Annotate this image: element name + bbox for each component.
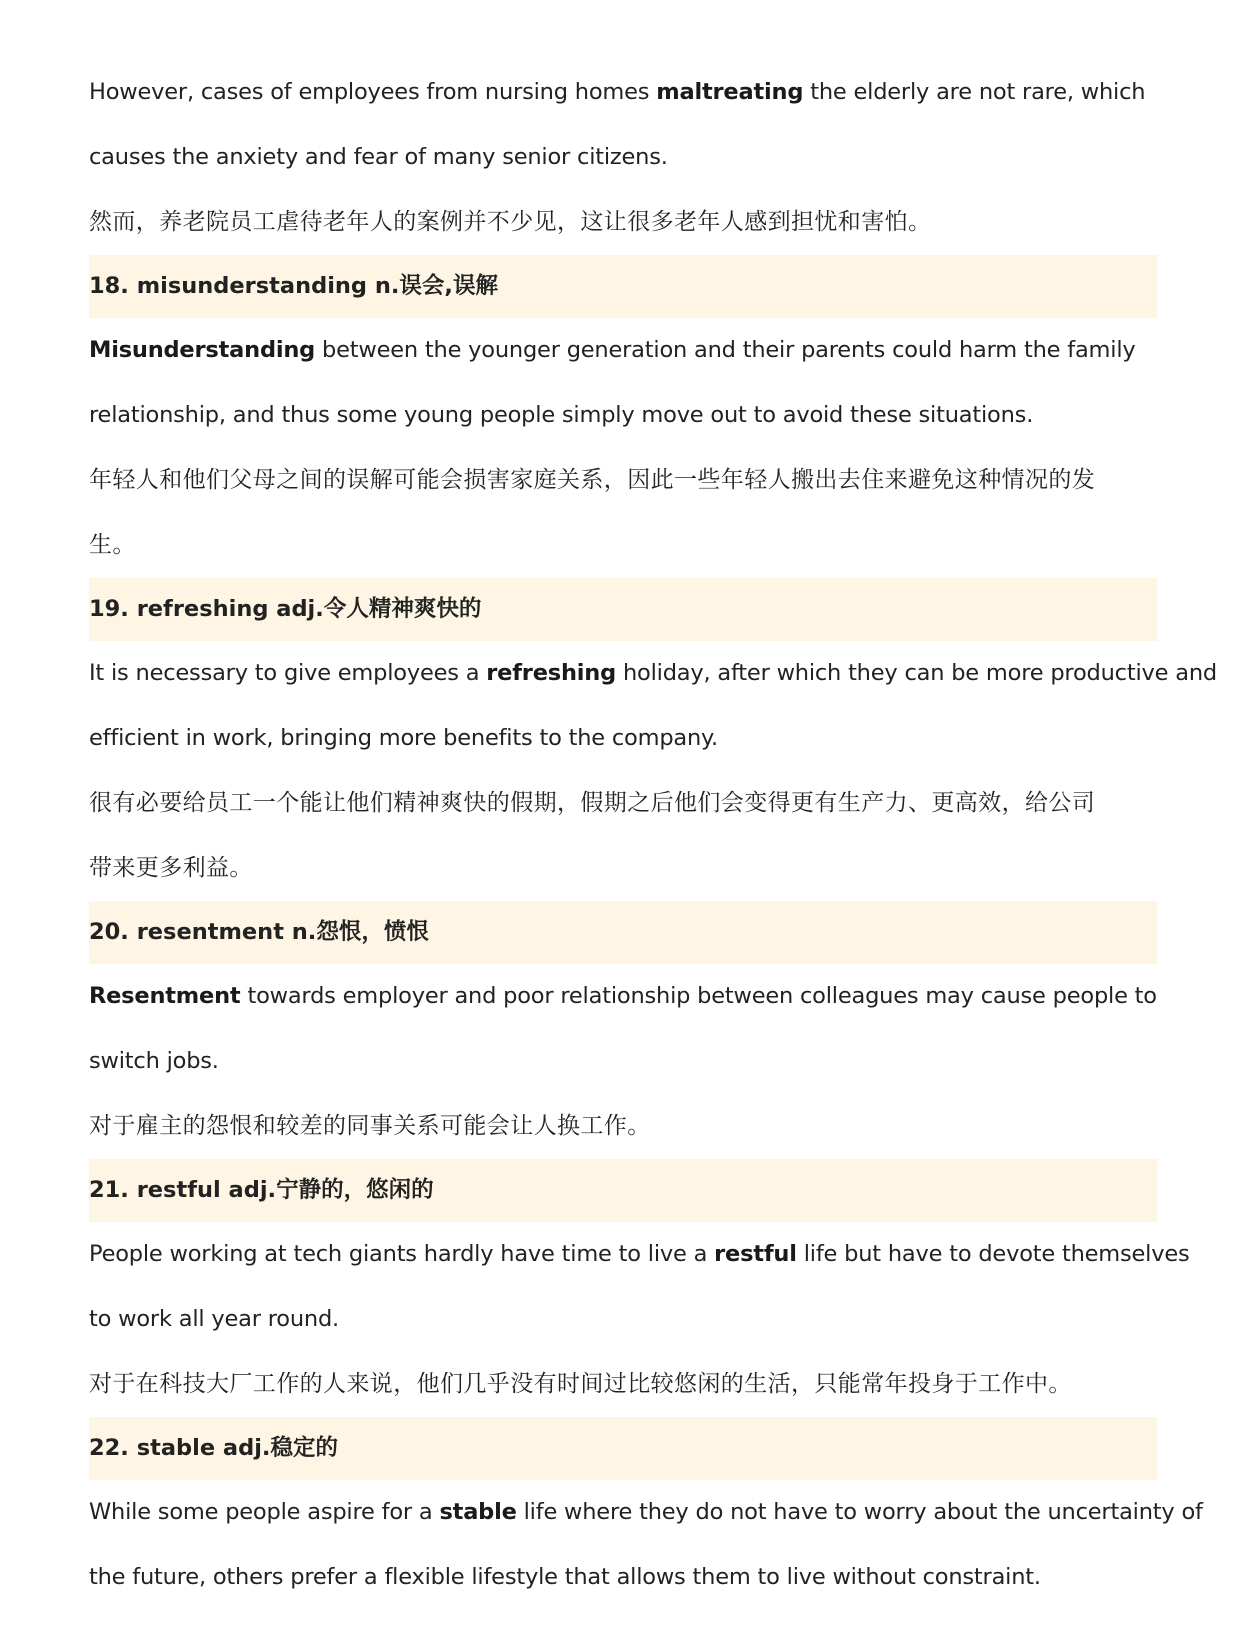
example-sentence-en bbox=[89, 1480, 1203, 1545]
keyword: refreshing bbox=[486, 660, 617, 686]
example-translation-zh: 对于在科技大厂工作的人来说，他们几乎没有时间过比较悠闲的生活，只能常年投身于工作中。 bbox=[89, 1371, 1072, 1397]
example-translation-zh-cont: 带来更多利益。 bbox=[89, 855, 253, 881]
sentence-text: life where they do not have to worry about the uncertainty of bbox=[516, 1499, 1203, 1525]
example-sentence-en-cont: the future, others prefer a flexible lifestyle that allows them to live without constraint. bbox=[89, 1564, 1041, 1590]
keyword: restful bbox=[714, 1241, 797, 1267]
vocab-heading: 18. misunderstanding n.误会,误解 bbox=[89, 255, 1157, 318]
sentence-text: It is necessary to give employees a bbox=[89, 660, 487, 686]
example-sentence-en-cont: causes the anxiety and fear of many senior citizens. bbox=[89, 144, 668, 170]
vocab-heading: 20. resentment n.怨恨，愤恨 bbox=[89, 901, 1157, 964]
vocab-heading: 21. restful adj.宁静的，悠闲的 bbox=[89, 1159, 1157, 1222]
example-sentence-en bbox=[89, 318, 1157, 383]
example-sentence-en-cont: to work all year round. bbox=[89, 1306, 340, 1332]
example-translation-zh: 对于雇主的怨恨和较差的同事关系可能会让人换工作。 bbox=[89, 1113, 651, 1139]
sentence-text: People working at tech giants hardly have time to live a bbox=[89, 1241, 715, 1267]
sentence-text: between the younger generation and their parents could harm the family bbox=[315, 337, 1136, 363]
keyword: Misunderstanding bbox=[89, 337, 316, 363]
vocab-heading: 22. stable adj.稳定的 bbox=[89, 1417, 1157, 1480]
sentence-text: towards employer and poor relationship between colleagues may cause people to bbox=[240, 983, 1157, 1009]
keyword: stable bbox=[439, 1499, 517, 1525]
example-sentence-en bbox=[89, 1222, 1190, 1287]
example-sentence-en bbox=[89, 641, 1217, 706]
example-sentence-en-cont: efficient in work, bringing more benefits to the company. bbox=[89, 725, 718, 751]
example-sentence-en bbox=[89, 60, 1157, 125]
keyword: maltreating bbox=[656, 79, 804, 105]
example-sentence-en-cont: relationship, and thus some young people simply move out to avoid these situations. bbox=[89, 402, 1034, 428]
document-page bbox=[89, 60, 1217, 1610]
example-translation-zh: 然而，养老院员工虐待老年人的案例并不少见，这让很多老年人感到担忧和害怕。 bbox=[89, 209, 932, 235]
example-translation-zh: 很有必要给员工一个能让他们精神爽快的假期，假期之后他们会变得更有生产力、更高效，给公司 bbox=[89, 790, 1096, 816]
example-sentence-en-cont: switch jobs. bbox=[89, 1048, 219, 1074]
sentence-text: However, cases of employees from nursing homes bbox=[89, 79, 657, 105]
example-translation-zh-cont: 生。 bbox=[89, 532, 136, 558]
sentence-text: holiday, after which they can be more productive and bbox=[616, 660, 1217, 686]
keyword: Resentment bbox=[89, 983, 241, 1009]
example-sentence-en bbox=[89, 964, 1157, 1029]
vocab-heading: 19. refreshing adj.令人精神爽快的 bbox=[89, 578, 1157, 641]
sentence-text: the elderly are not rare, which bbox=[803, 79, 1146, 105]
sentence-text: life but have to devote themselves bbox=[796, 1241, 1190, 1267]
example-translation-zh: 年轻人和他们父母之间的误解可能会损害家庭关系，因此一些年轻人搬出去住来避免这种情况的发 bbox=[89, 467, 1096, 493]
sentence-text: While some people aspire for a bbox=[89, 1499, 440, 1525]
